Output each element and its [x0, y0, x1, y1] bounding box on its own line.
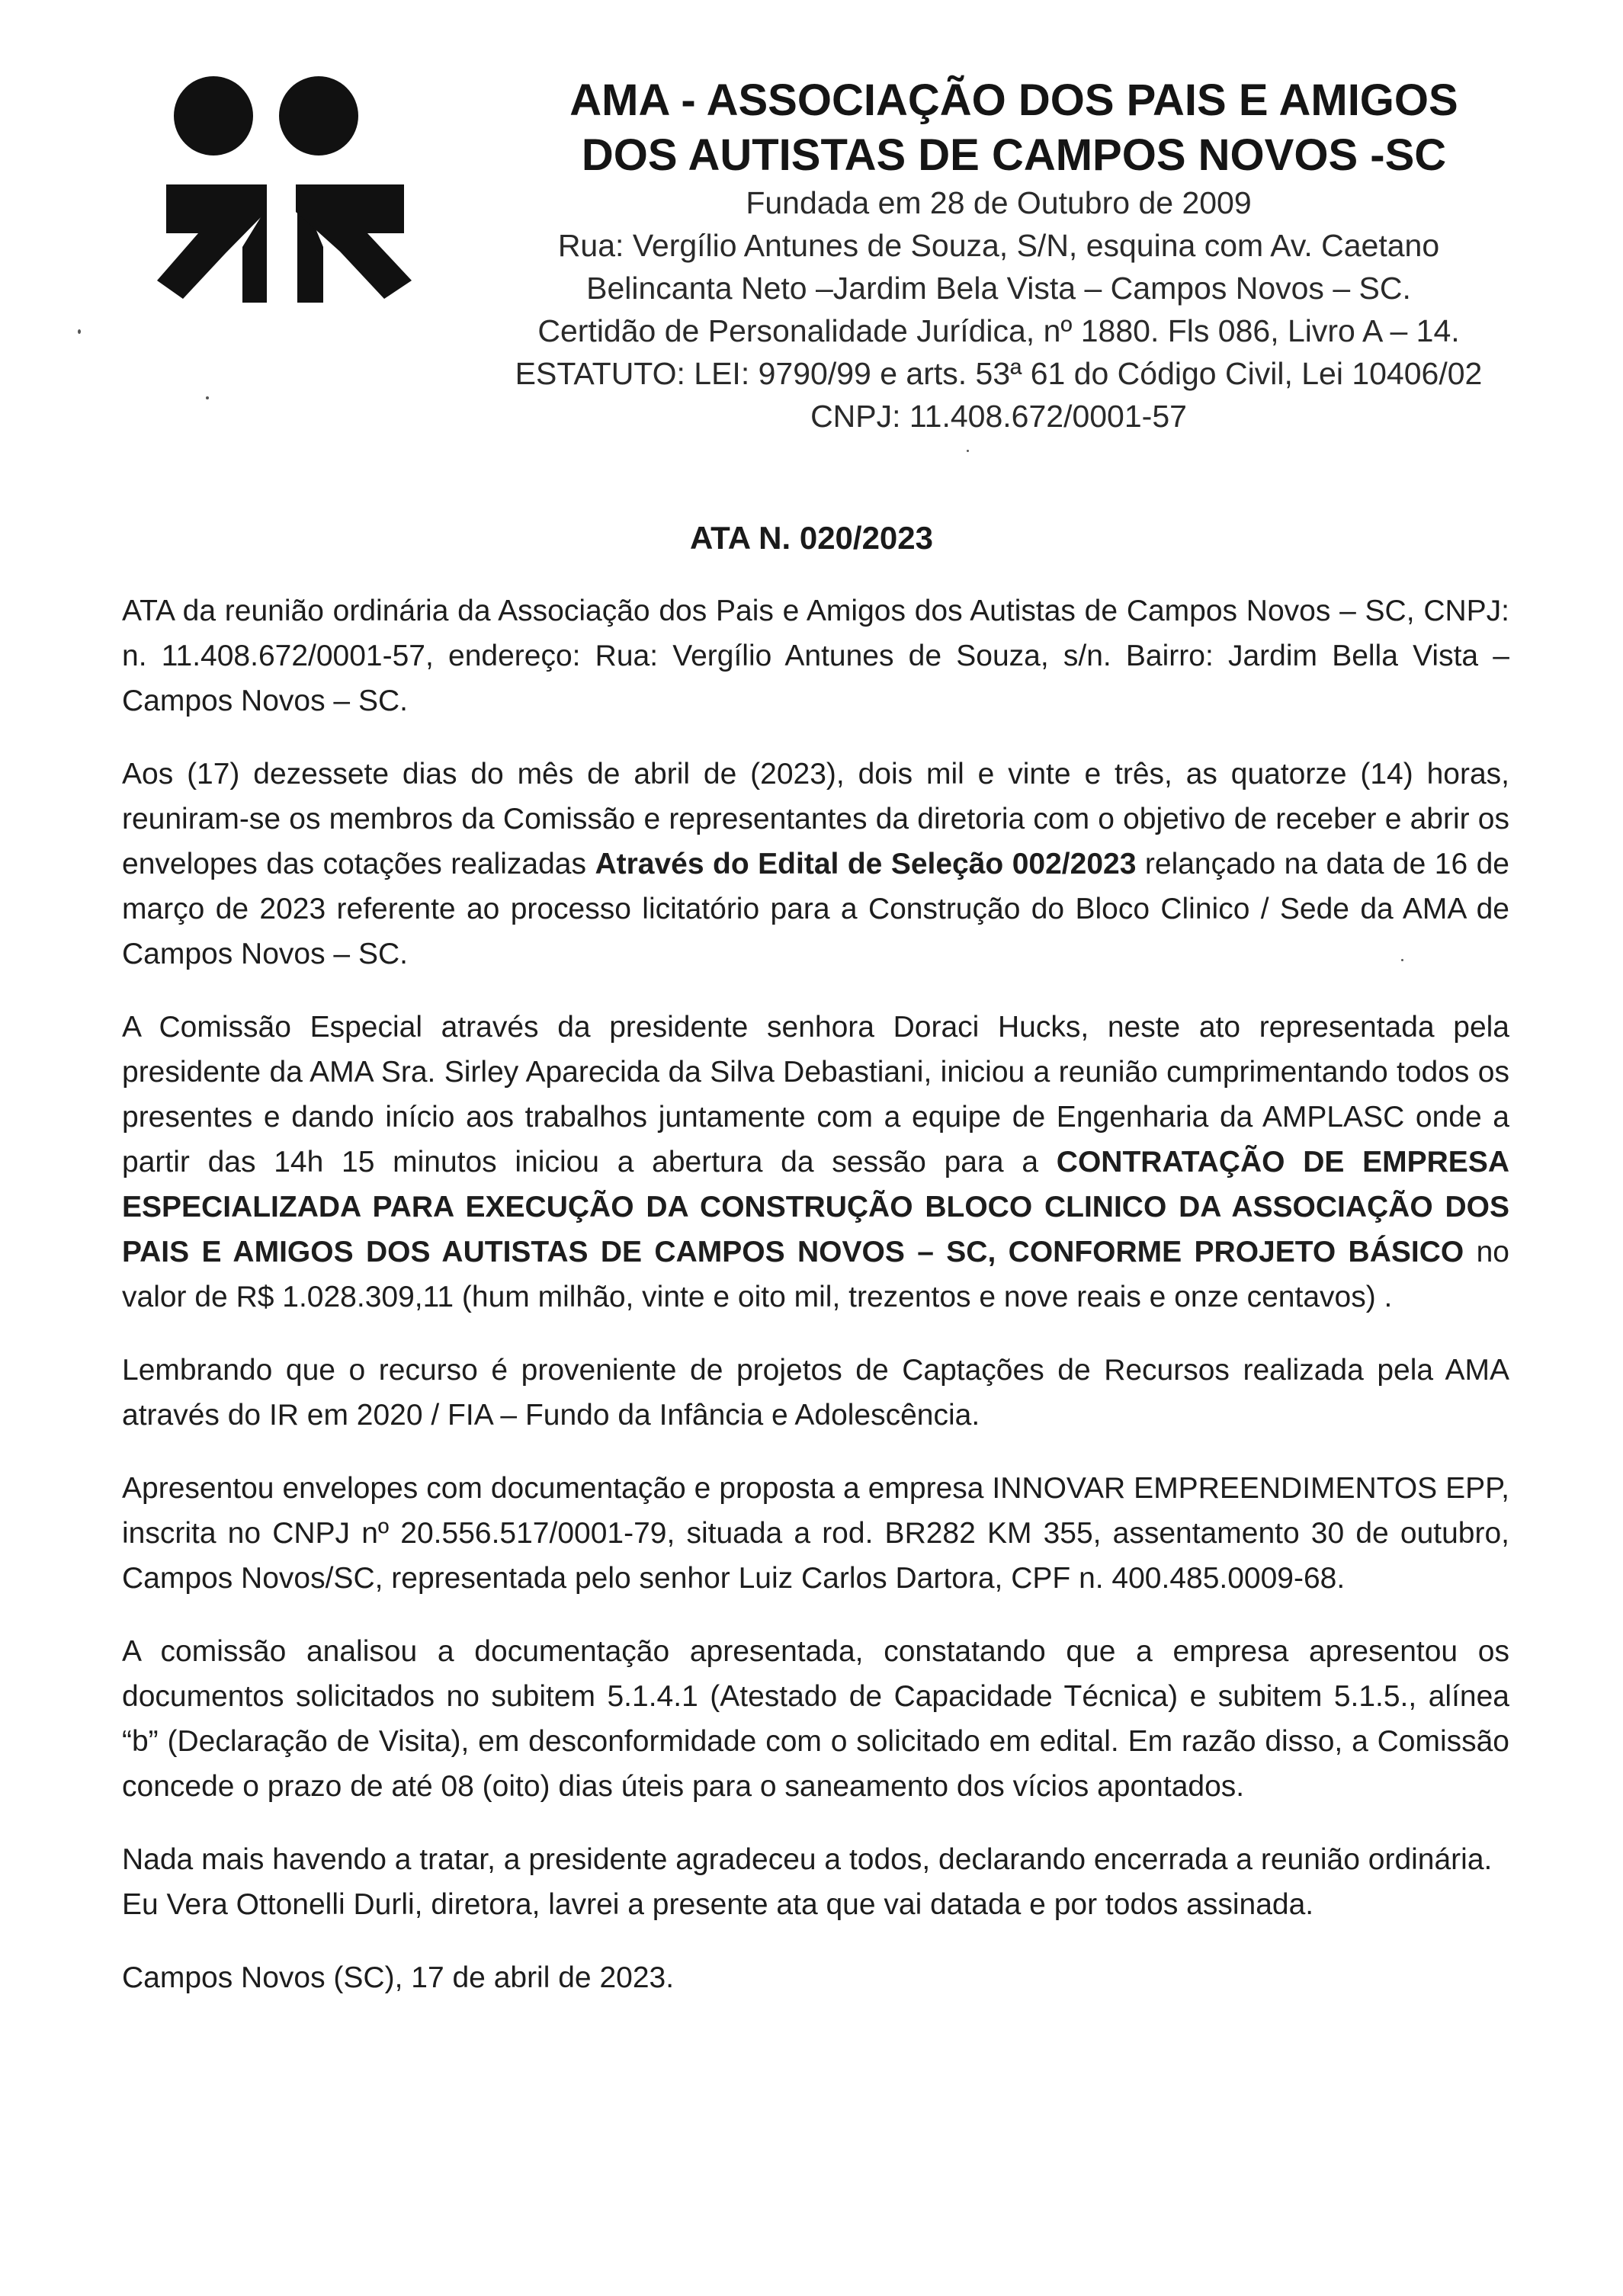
header-title-line2: DOS AUTISTAS DE CAMPOS NOVOS -SC: [581, 130, 1447, 180]
paragraph-bidder: Apresentou envelopes com documentação e proposta a empresa INNOVAR EMPREENDIMENTOS EPP, inscrita no CNPJ nº 20.556.517/0001-79, situada a rod. BR282 KM 355, assentamento 30 de outubro, Campos Novos/SC, representada pelo senhor Luiz Carlos Dartora, CPF n. 400.485.0009-68.: [122, 1472, 1509, 1595]
header-title: [488, 73, 1540, 183]
edital-reference: Através do Edital de Seleção 002/2023: [595, 848, 1137, 880]
scan-speck: [1401, 959, 1403, 961]
paragraph-text: A Comissão Especial através da presidente senhora Doraci Hucks, neste ato representada pela presidente da AMA Sra. Sirley Aparecida da Silva Debastiani, iniciou a reunião cumprimentando todos os presentes e dando início aos trabalhos juntamente com a equipe de Engenharia da AMPLASC onde a partir das 14h 15 minutos iniciou a abertura da sessão para a: [122, 1011, 1509, 1178]
header-address-line1: Rua: Vergílio Antunes de Souza, S/N, esquina com Av. Caetano: [557, 228, 1440, 263]
header-cnpj: CNPJ: 11.408.672/0001-57: [810, 399, 1187, 434]
paragraph-text: relançado na data de 16 de março de 2023 referente ao processo licitatório para a Construção do Bloco Clinico / Sede da AMA de Campos Novos – SC.: [122, 848, 1509, 970]
paragraph-opening: ATA da reunião ordinária da Associação dos Pais e Amigos dos Autistas de Campos Novos – SC, CNPJ: n. 11.408.672/0001-57, endereço: Rua: Vergílio Antunes de Souza, s/n. Bairro: Jardim Bella Vista – Campos Novos – SC.: [122, 595, 1509, 717]
document-title: ATA N. 020/2023: [689, 520, 934, 556]
header-statute: ESTATUTO: LEI: 9790/99 e arts. 53ª 61 do Código Civil, Lei 10406/02: [515, 356, 1483, 391]
paragraph-closing: Nada mais havendo a tratar, a presidente agradeceu a todos, declarando encerrada a reunião ordinária. Eu Vera Ottonelli Durli, diretora, lavrei a presente ata que vai datada e por todos assinada.: [122, 1843, 1493, 1921]
scan-speck: [206, 396, 209, 399]
header-title-line1: AMA - ASSOCIAÇÃO DOS PAIS E AMIGOS: [569, 75, 1458, 125]
paragraph-analysis: A comissão analisou a documentação apresentada, constatando que a empresa apresentou os documentos solicitados no subitem 5.1.4.1 (Atestado de Capacidade Técnica) e subitem 5.1.5., alínea “b” (Declaração de Visita), em desconformidade com o solicitado em edital. Em razão disso, a Comissão concede o prazo de até 08 (oito) dias úteis para o saneamento dos vícios apontados.: [122, 1635, 1509, 1803]
closing-date: Campos Novos (SC), 17 de abril de 2023.: [122, 1961, 675, 1994]
paragraph-text: Aos (17) dezessete dias do mês de abril de (2023), dois mil e vinte e três, as quatorze (14) horas, reuniram-se os membros da Comissão e representantes da diretoria com o objetivo de receber e abrir os envelopes das cotações realizadas: [122, 758, 1509, 880]
paragraph-text: no valor de R$ 1.028.309,11 (hum milhão, vinte e oito mil, trezentos e nove reais e onze centavos) .: [122, 1236, 1509, 1313]
header-info: [427, 181, 1570, 438]
contract-object: CONTRATAÇÃO DE EMPRESA ESPECIALIZADA PARA EXECUÇÃO DA CONSTRUÇÃO BLOCO CLINICO DA ASSOCIAÇÃO DOS PAIS E AMIGOS DOS AUTISTAS DE CAMPOS NOVOS – SC, CONFORME PROJETO BÁSICO: [122, 1146, 1509, 1268]
document-body: [122, 588, 1509, 2028]
header-certificate: Certidão de Personalidade Jurídica, nº 1880. Fls 086, Livro A – 14.: [537, 313, 1460, 348]
ama-logo-icon: [152, 70, 427, 314]
scan-speck: [78, 329, 81, 334]
paragraph-funding: Lembrando que o recurso é proveniente de projetos de Captações de Recursos realizada pela AMA através do IR em 2020 / FIA – Fundo da Infância e Adolescência.: [122, 1354, 1509, 1432]
paragraph-meeting-date: [122, 752, 1509, 976]
scan-speck: [967, 450, 969, 452]
header-address-line2: Belincanta Neto –Jardim Bela Vista – Campos Novos – SC.: [586, 271, 1411, 306]
header-founded: Fundada em 28 de Outubro de 2009: [746, 185, 1252, 220]
paragraph-commission: [122, 1005, 1509, 1320]
